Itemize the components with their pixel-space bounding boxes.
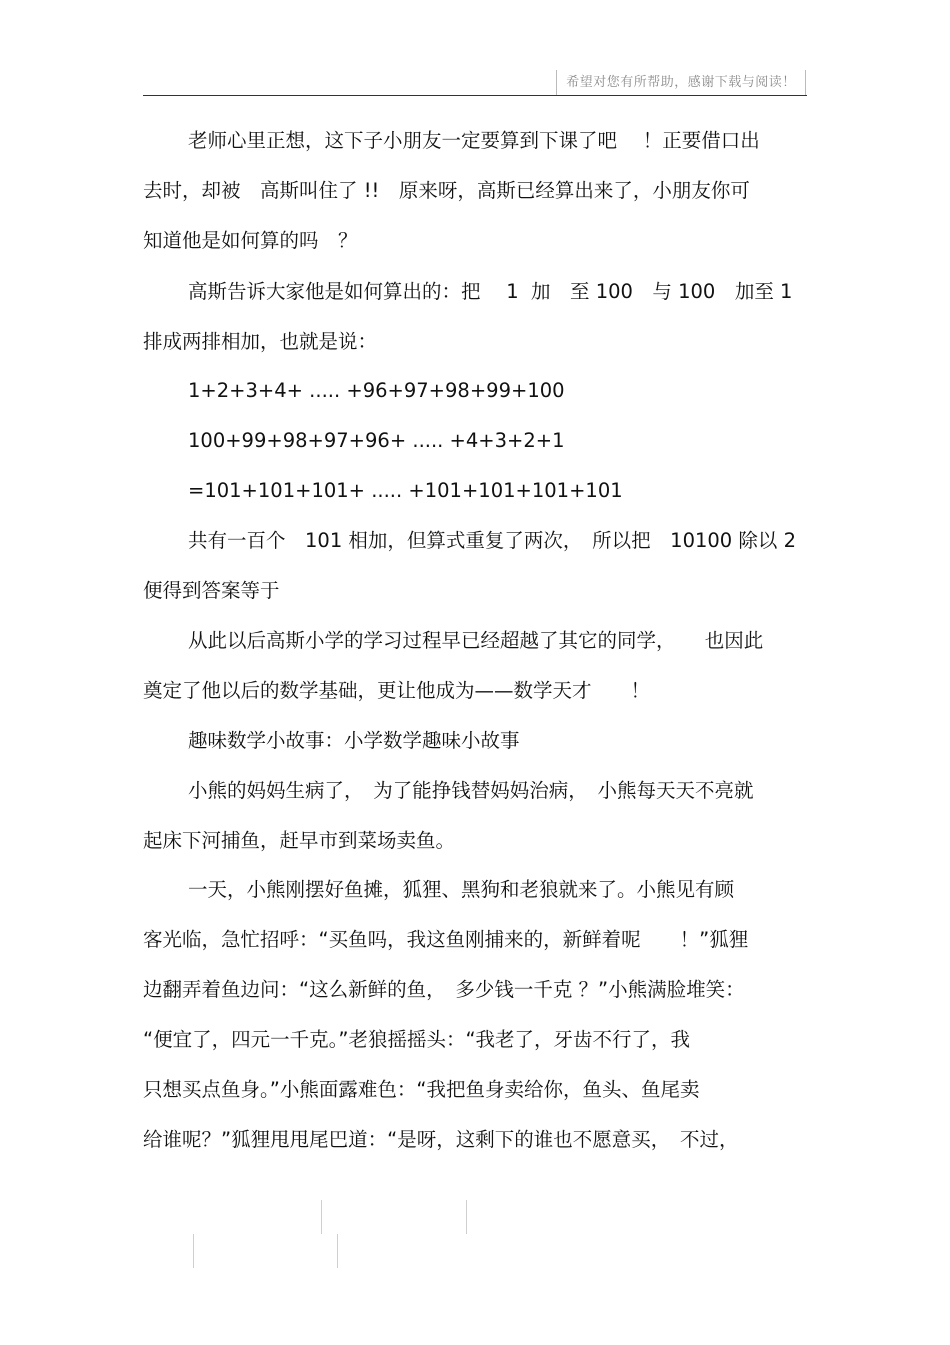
text-line: 给谁呢？”狐狸甩甩尾巴道：“是呀，这剩下的谁也不愿意买， 不过， [143, 1128, 739, 1151]
section-heading: 趣味数学小故事：小学数学趣味小故事 [188, 729, 520, 752]
text-line: 小熊的妈妈生病了， 为了能挣钱替妈妈治病， 小熊每天天不亮就 [188, 779, 754, 802]
text-line: 从此以后高斯小学的学习过程早已经超越了其它的同学， 也因此 [188, 629, 764, 652]
text-line: 一天，小熊刚摆好鱼摊，狐狸、黑狗和老狼就来了。小熊见有顾 [188, 878, 735, 901]
text-line: 客光临，急忙招呼：“买鱼吗，我这鱼刚捕来的，新鲜着呢 ！”狐狸 [143, 928, 749, 951]
text-line: 知道他是如何算的吗 ？ [143, 229, 358, 252]
equation-line: =101+101+101+ ..... +101+101+101+101 [188, 479, 623, 502]
equation-line: 1+2+3+4+ ..... +96+97+98+99+100 [188, 379, 565, 402]
text-line: 边翻弄着鱼边问：“这么新鲜的鱼， 多少钱一千克 ？”小熊满脸堆笑： [143, 978, 745, 1001]
text-line: 共有一百个 101 相加，但算式重复了两次， 所以把 10100 除以 2 [188, 529, 797, 552]
text-line: 只想买点鱼身。”小熊面露难色：“我把鱼身卖给你，鱼头、鱼尾卖 [143, 1078, 700, 1101]
text-line: “便宜了，四元一千克。”老狼摇摇头：“我老了，牙齿不行了，我 [143, 1028, 691, 1051]
header-note: 希望对您有所帮助，感谢下载与阅读！ [556, 70, 806, 95]
text-line: 老师心里正想，这下子小朋友一定要算到下课了吧 ！正要借口出 [188, 129, 760, 152]
header-rule [143, 95, 807, 96]
text-line: 起床下河捕鱼，赶早市到菜场卖鱼。 [143, 829, 456, 852]
equation-line: 100+99+98+97+96+ ..... +4+3+2+1 [188, 429, 565, 452]
footer-mark [466, 1200, 467, 1234]
text-line: 排成两排相加，也就是说： [143, 330, 378, 353]
footer-mark [193, 1234, 194, 1268]
text-line: 去时，却被 高斯叫住了 !! 原来呀，高斯已经算出来了，小朋友你可 [143, 179, 750, 202]
text-line: 高斯告诉大家他是如何算出的：把 1 加 至 100 与 100 加至 1 [188, 280, 793, 303]
footer-mark [321, 1200, 322, 1234]
text-line: 奠定了他以后的数学基础，更让他成为——数学天才 ！ [143, 679, 651, 702]
text-line: 便得到答案等于 [143, 579, 280, 602]
footer-mark [337, 1234, 338, 1268]
